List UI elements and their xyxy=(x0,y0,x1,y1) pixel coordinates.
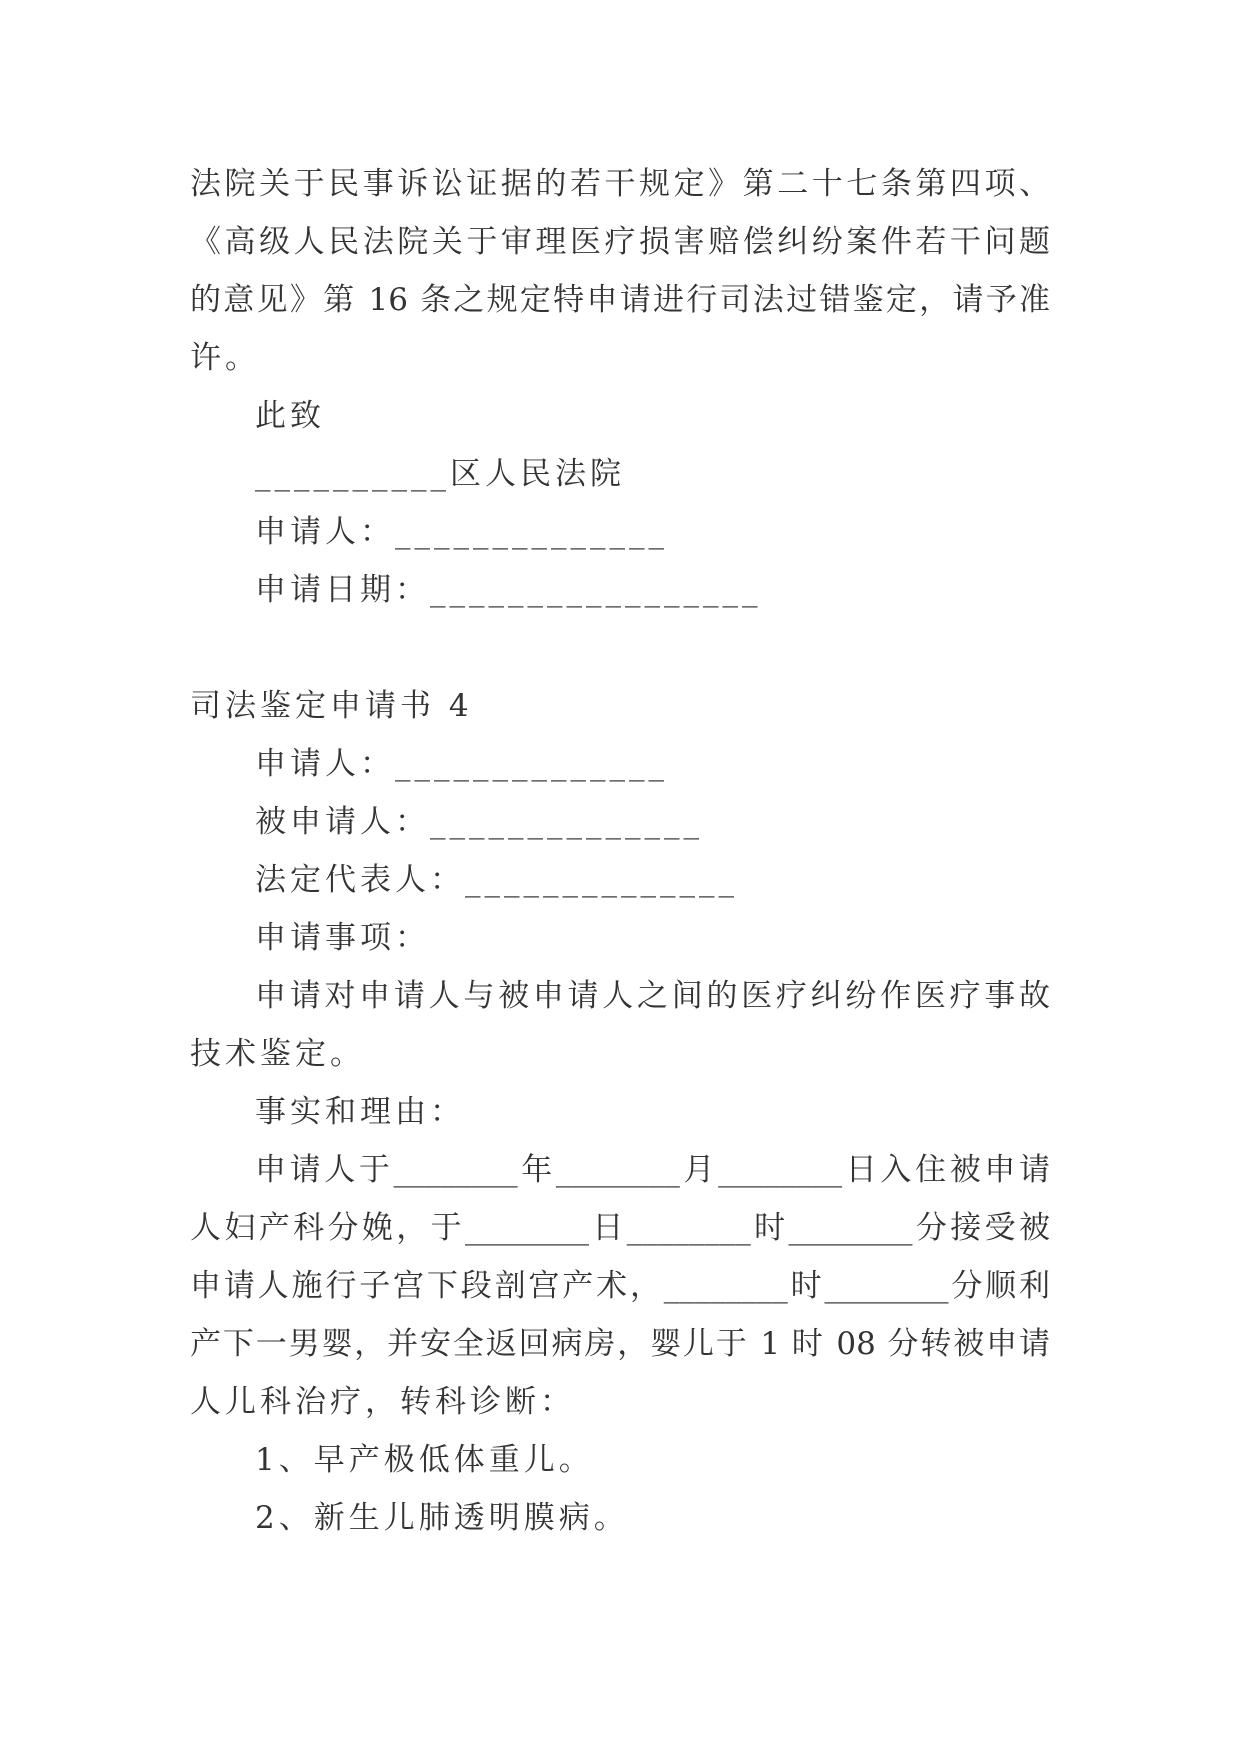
body-text-line: 的意见》第 16 条之规定特申请进行司法过错鉴定，请予准 xyxy=(190,282,1050,318)
body-text-line: 法院关于民事诉讼证据的若干规定》第二十七条第四项、 xyxy=(190,166,1050,202)
body-text-line: 许。 xyxy=(190,340,260,376)
body-text-line: 技术鉴定。 xyxy=(190,1036,365,1072)
diagnosis-item: 1、早产极低体重儿。 xyxy=(255,1442,594,1478)
salutation: 此致 xyxy=(255,398,325,434)
respondent-field: 被申请人：______________ xyxy=(255,804,703,840)
facts-reasons-heading: 事实和理由： xyxy=(255,1094,465,1130)
body-text-line: 申请对申请人与被申请人之间的医疗纠纷作医疗事故 xyxy=(255,978,1050,1014)
body-text-line: 人儿科治疗，转科诊断： xyxy=(190,1384,575,1420)
court-recipient: __________区人民法院 xyxy=(255,456,625,492)
applicant-field: 申请人：______________ xyxy=(255,514,668,550)
body-text-line: 人妇产科分娩，于________日________时________分接受被 xyxy=(190,1210,1050,1246)
application-date-field: 申请日期：_________________ xyxy=(255,572,762,608)
body-text-line: 申请人于________年________月________日入住被申请 xyxy=(255,1152,1050,1188)
diagnosis-item: 2、新生儿肺透明膜病。 xyxy=(255,1500,629,1536)
legal-representative-field: 法定代表人：______________ xyxy=(255,862,738,898)
body-text-line: 申请人施行子宫下段剖宫产术，________时________分顺利 xyxy=(190,1268,1050,1304)
application-items-heading: 申请事项： xyxy=(255,920,430,956)
applicant-field: 申请人：______________ xyxy=(255,746,668,782)
body-text-line: 产下一男婴，并安全返回病房，婴儿于 1 时 08 分转被申请 xyxy=(190,1326,1050,1362)
section-title: 司法鉴定申请书 4 xyxy=(190,688,473,724)
body-text-line: 《高级人民法院关于审理医疗损害赔偿纠纷案件若干问题 xyxy=(190,224,1050,260)
